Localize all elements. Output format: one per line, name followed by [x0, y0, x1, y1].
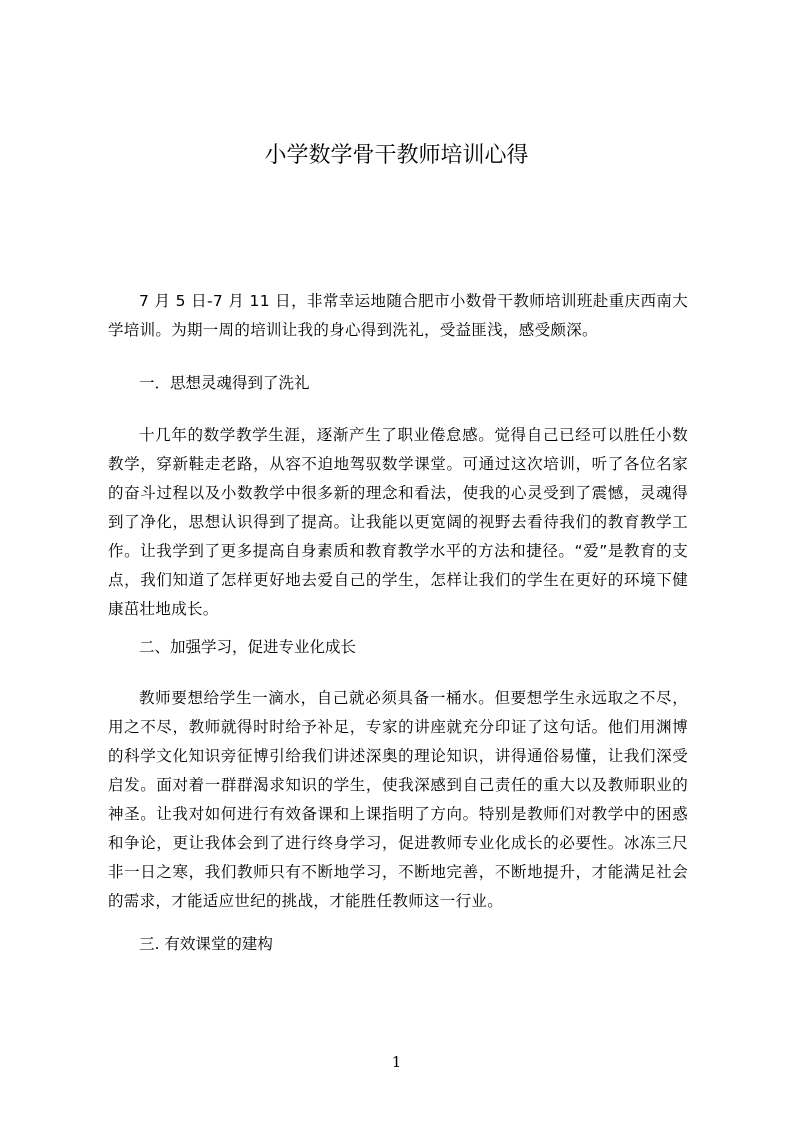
section-1-paragraph: 十几年的数学教学生涯，逐渐产生了职业倦怠感。觉得自己已经可以胜任小数教学，穿新鞋走老路，从容不迫地驾驭数学课堂。可通过这次培训，听了各位名家的奋斗过程以及小数教学中很多新的理念和看法，使我的心灵受到了震憾，灵魂得到了净化，思想认识得到了提高。让我能以更宽阔的视野去看待我们的教育教学工作。让我学到了更多提高自身素质和教育教学水平的方法和捷径。“爱”是教育的支点，我们知道了怎样更好地去爱自己的学生，怎样让我们的学生在更好的环境下健康茁壮地成长。: [108, 426, 688, 618]
document-title: 小学数学骨干教师培训心得: [264, 143, 529, 168]
section-1-block: [108, 421, 688, 624]
intro-paragraph: 7 月 5 日-7 月 11 日，非常幸运地随合肥市小数骨干教师培训班赴重庆西南大学培训。为期一周的培训让我的身心得到洗礼，受益匪浅，感受颇深。: [108, 292, 688, 339]
section-2-paragraph: 教师要想给学生一滴水，自己就必须具备一桶水。但要想学生永远取之不尽，用之不尽，教师就得时时给予补足，专家的讲座就充分印证了这句话。他们用渊博的科学文化知识旁征博引给我们讲述深奥的理论知识，讲得通俗易懂，让我们深受启发。面对着一群群渴求知识的学生，使我深感到自己责任的重大以及教师职业的神圣。让我对如何进行有效备课和上课指明了方向。特别是教师们对教学中的困惑和争论，更让我体会到了进行终身学习，促进教师专业化成长的必要性。冰冻三尺非一日之寒，我们教师只有不断地学习，不断地完善，不断地提升，才能满足社会的需求，才能适应世纪的挑战，才能胜任教师这一行业。: [108, 689, 688, 910]
section-1-heading: 一．思想灵魂得到了洗礼: [139, 374, 310, 392]
section-2-heading: 二、加强学习，促进专业化成长: [139, 638, 357, 656]
section-3-heading: 三. 有效课堂的建构: [139, 935, 273, 953]
intro-paragraph-block: [108, 287, 688, 345]
page-number: 1: [391, 1053, 402, 1071]
section-2-block: [108, 684, 688, 916]
